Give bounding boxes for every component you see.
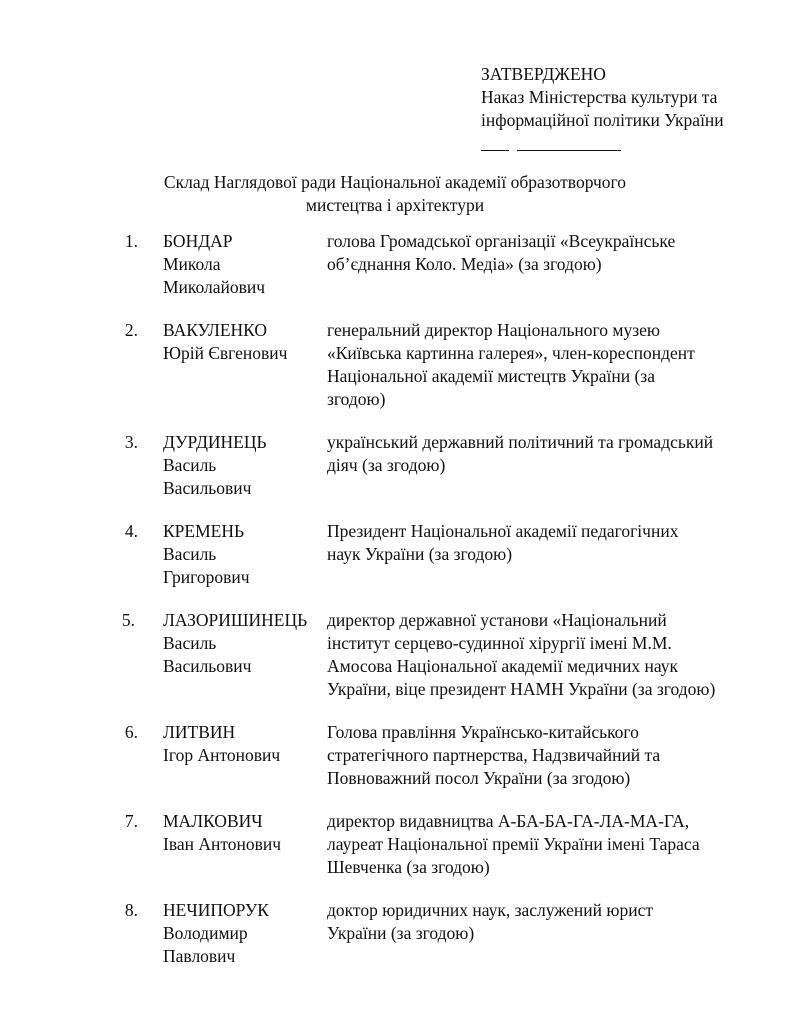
- member-number: 8.: [124, 900, 138, 920]
- member-position-line: директор державної установи «Національний: [327, 610, 667, 630]
- member-name-line: Васильович: [163, 656, 252, 676]
- member-name-line: НЕЧИПОРУК: [163, 900, 269, 920]
- approval-signature-line: [481, 132, 781, 155]
- member-entry: [0, 319, 791, 411]
- member-position-line: інститут серцево-судинної хірургії імені М.М.: [327, 633, 672, 653]
- member-number: 6.: [124, 722, 138, 742]
- member-name-line: Василь: [163, 544, 217, 564]
- member-name-line: Ігор Антонович: [163, 745, 281, 765]
- member-position-line: згодою): [327, 389, 386, 409]
- member-position: [327, 899, 767, 945]
- member-name-line: Володимир: [163, 923, 248, 943]
- member-position-line: Амосова Національної академії медичних наук: [327, 656, 678, 676]
- member-position: [327, 609, 767, 701]
- member-name-line: ЛИТВИН: [163, 722, 236, 742]
- member-name-line: Миколайович: [163, 277, 266, 297]
- member-entry: [0, 899, 791, 968]
- member-position: [327, 319, 767, 411]
- member-name: [163, 899, 323, 968]
- member-position-line: стратегічного партнерства, Надзвичайний та: [327, 745, 661, 765]
- member-entry: [0, 810, 791, 879]
- member-number: 7.: [124, 811, 138, 831]
- member-name: [163, 721, 323, 767]
- member-name: [163, 810, 323, 856]
- member-entry: [0, 721, 791, 790]
- member-number: 2.: [124, 320, 138, 340]
- member-position-line: діяч (за згодою): [327, 455, 446, 475]
- members-list: [0, 230, 791, 988]
- approval-number-blank: [481, 150, 509, 151]
- member-position-line: голова Громадської організації «Всеукраїнське: [327, 231, 676, 251]
- member-position-line: «Київська картинна галерея», член-кореспондент: [327, 343, 695, 363]
- member-name-line: ДУРДИНЕЦЬ: [163, 432, 267, 452]
- member-position-line: Національної академії мистецтв України (за: [327, 366, 655, 386]
- member-name-line: Юрій Євгенович: [163, 343, 288, 363]
- member-number: 5.: [121, 610, 135, 630]
- member-number: 1.: [124, 231, 138, 251]
- member-number: 4.: [124, 521, 138, 541]
- approval-block: [481, 63, 781, 155]
- member-name: [163, 609, 323, 678]
- member-position: [327, 810, 767, 879]
- member-name-line: Васильович: [163, 478, 252, 498]
- member-position-line: Повноважний посол України (за згодою): [327, 768, 631, 788]
- member-name-line: Павлович: [163, 946, 236, 966]
- member-entry: [0, 520, 791, 589]
- member-position-line: наук України (за згодою): [327, 544, 513, 564]
- member-position-line: України, віце президент НАМН України (за згодою): [327, 679, 716, 699]
- member-position-line: лауреат Національної премії України імені Тараса: [327, 834, 700, 854]
- member-position: [327, 230, 767, 276]
- member-position-line: генеральний директор Національного музею: [327, 320, 660, 340]
- member-name-line: Іван Антонович: [163, 834, 282, 854]
- member-name-line: Василь: [163, 455, 217, 475]
- member-entry: [0, 431, 791, 500]
- member-name-line: ЛАЗОРИШИНЕЦЬ: [163, 610, 308, 630]
- approval-order-line-1: Наказ Міністерства культури та: [481, 87, 718, 107]
- member-name: [163, 431, 323, 500]
- member-name: [163, 520, 323, 589]
- member-position-line: український державний політичний та громадський: [327, 432, 714, 452]
- member-position-line: України (за згодою): [327, 923, 475, 943]
- member-name-line: КРЕМЕНЬ: [163, 521, 245, 541]
- document-title-line-2: мистецтва і архітектури: [305, 195, 485, 215]
- member-position: [327, 721, 767, 790]
- member-name: [163, 319, 323, 365]
- member-name-line: БОНДАР: [163, 231, 233, 251]
- member-name: [163, 230, 323, 299]
- member-position-line: директор видавництва А-БА-БА-ГА-ЛА-МА-ГА,: [327, 811, 690, 831]
- member-entry: [0, 609, 791, 701]
- member-number: 3.: [124, 432, 138, 452]
- document-title-line-1: Склад Наглядової ради Національної академії образотворчого: [163, 172, 627, 192]
- member-position: [327, 431, 767, 477]
- member-position-line: Голова правління Українсько-китайського: [327, 722, 639, 742]
- member-name-line: Микола: [163, 254, 221, 274]
- member-name-line: Василь: [163, 633, 217, 653]
- member-position-line: об’єднання Коло. Медіа» (за згодою): [327, 254, 602, 274]
- member-name-line: Григорович: [163, 567, 250, 587]
- member-position: [327, 520, 767, 566]
- document-title: [120, 171, 670, 217]
- approval-order-line-2: інформаційної політики України: [481, 110, 724, 130]
- approval-stamp: ЗАТВЕРДЖЕНО: [481, 64, 606, 84]
- approval-date-blank: [517, 150, 621, 151]
- member-position-line: Президент Національної академії педагогічних: [327, 521, 679, 541]
- member-position-line: Шевченка (за згодою): [327, 857, 490, 877]
- member-position-line: доктор юридичних наук, заслужений юрист: [327, 900, 653, 920]
- member-entry: [0, 230, 791, 299]
- member-name-line: МАЛКОВИЧ: [163, 811, 263, 831]
- member-name-line: ВАКУЛЕНКО: [163, 320, 268, 340]
